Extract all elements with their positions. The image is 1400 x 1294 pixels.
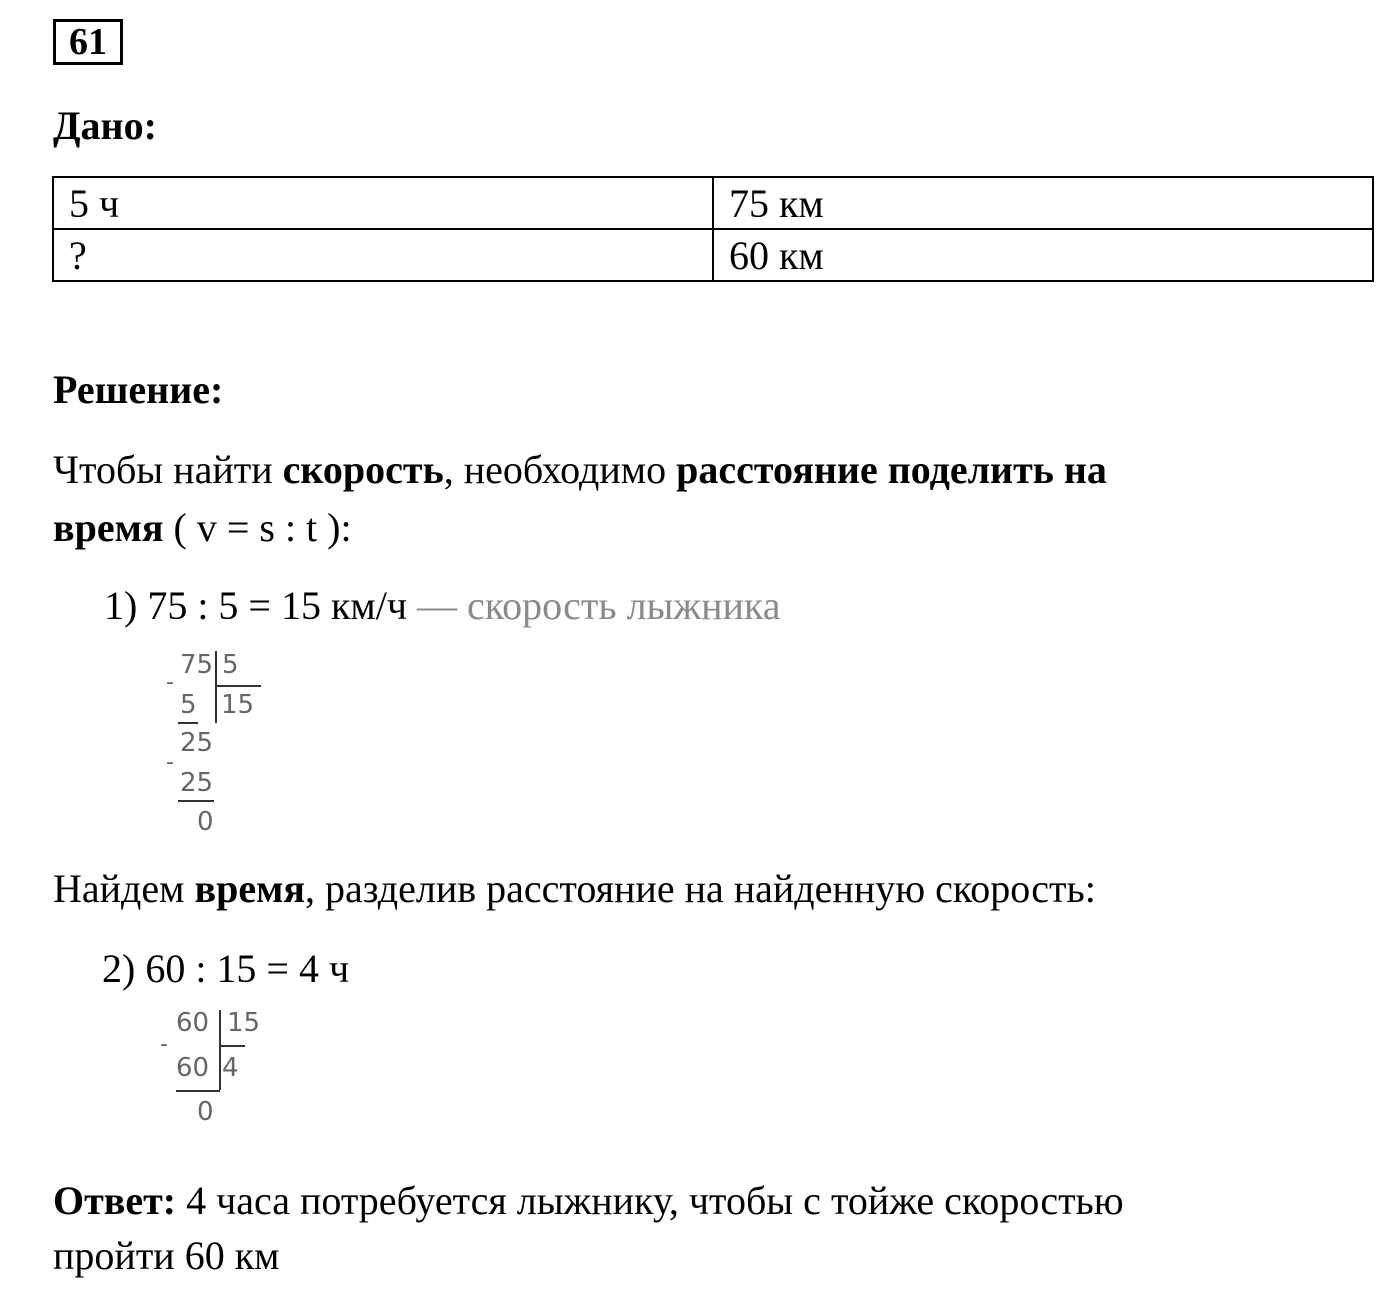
division-2-underline	[176, 1090, 220, 1092]
intro-bold-time: время	[53, 505, 164, 550]
division-1-dividend: 75	[180, 650, 214, 680]
intro-formula: ( v = s : t ):	[163, 505, 352, 550]
answer-text: пройти 60 км	[53, 1233, 280, 1278]
division-2-vertical-line	[219, 1010, 221, 1090]
division-1-underline	[178, 800, 214, 802]
step-1	[104, 577, 780, 635]
table-cell: 5 ч	[53, 177, 713, 229]
answer-label: Ответ:	[53, 1178, 177, 1223]
find-time-text: Найдем	[53, 866, 195, 911]
division-1-subtrahend-2: 25	[180, 768, 214, 798]
division-1-divisor: 5	[222, 650, 239, 680]
intro-bold-rule: расстояние поделить на	[676, 447, 1107, 492]
intro-text: Чтобы найти	[53, 447, 283, 492]
minus-sign: -	[160, 1032, 168, 1057]
division-2-subtrahend: 60	[176, 1053, 210, 1083]
division-2-quotient-line	[219, 1045, 245, 1047]
table-cell: 75 км	[713, 177, 1373, 229]
table-row	[53, 229, 1373, 281]
answer-text: 4 часа потребуется лыжнику, чтобы с тойже скоростью	[176, 1178, 1124, 1223]
task-number: 61	[53, 19, 123, 65]
step-1-comment: — скорость лыжника	[406, 583, 781, 628]
intro-line-1	[53, 441, 1107, 499]
step-1-expression: 1) 75 : 5 = 15 км/ч	[104, 583, 407, 628]
intro-line-2	[53, 499, 352, 557]
minus-sign: -	[166, 750, 174, 775]
table-cell: ?	[53, 229, 713, 281]
division-1-remainder-2: 0	[197, 807, 214, 837]
find-time-line	[53, 860, 1096, 918]
division-2-dividend: 60	[176, 1008, 210, 1038]
step-2-expression: 2) 60 : 15 = 4 ч	[102, 946, 350, 991]
answer-line-1	[53, 1172, 1124, 1230]
solution-heading: Решение:	[53, 367, 224, 412]
division-2-quotient: 4	[222, 1053, 239, 1083]
table-cell: 60 км	[713, 229, 1373, 281]
given-heading: Дано:	[53, 103, 157, 148]
intro-text: , необходимо	[443, 447, 677, 492]
answer-line-2	[53, 1227, 279, 1285]
table-row	[53, 177, 1373, 229]
division-2-divisor: 15	[227, 1008, 261, 1038]
division-1-subtrahend-1: 5	[180, 690, 197, 720]
division-2-remainder: 0	[197, 1097, 214, 1127]
intro-bold-speed: скорость	[282, 447, 444, 492]
division-1-remainder-1: 25	[180, 728, 214, 758]
division-1-underline	[178, 722, 198, 724]
division-1-vertical-line	[215, 651, 217, 723]
division-1-quotient: 15	[221, 690, 255, 720]
step-2	[102, 940, 349, 998]
minus-sign: -	[166, 670, 174, 695]
find-time-text: , разделив расстояние на найденную скорость:	[304, 866, 1096, 911]
given-table	[52, 176, 1374, 282]
division-1-quotient-line	[215, 685, 261, 687]
find-time-bold: время	[194, 866, 305, 911]
